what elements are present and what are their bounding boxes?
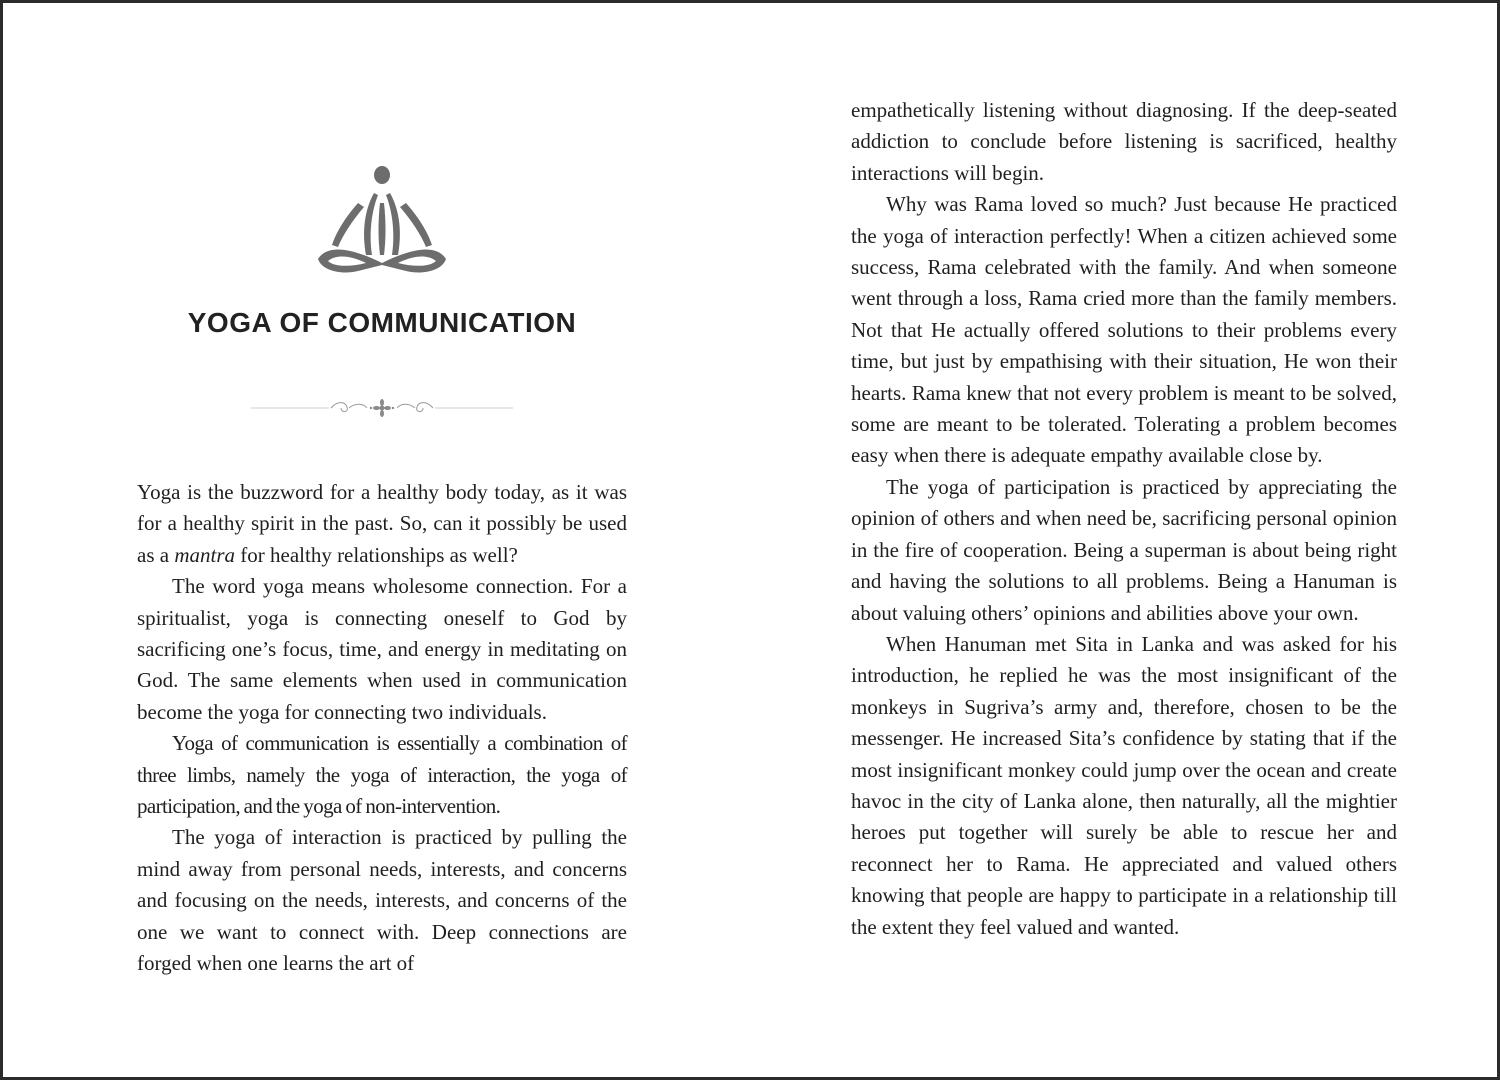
text-run: Yoga is the buzzword for a healthy body today, as it was for a healthy spirit in the past. So, can it possibly be used as a bbox=[137, 480, 627, 567]
paragraph: empathetically listening without diagnosing. If the deep-seated addiction to conclude before listening is sacrificed, healthy interactions will begin. bbox=[851, 98, 1397, 185]
meditating-figure-icon bbox=[314, 163, 450, 283]
right-page-text bbox=[851, 95, 1397, 943]
paragraph: The yoga of interaction is practiced by pulling the mind away from personal needs, interests, and concerns and focusing on the needs, interests, and concerns of the one we want to connect with. Deep connections are forged when one learns the art of bbox=[137, 825, 627, 976]
paragraph: The word yoga means wholesome connection. For a spiritualist, yoga is connecting oneself to God by sacrificing one’s focus, time, and energy in meditating on God. The same elements when used in communication become the yoga for connecting two individuals. bbox=[137, 574, 627, 724]
paragraph: When Hanuman met Sita in Lanka and was asked for his introduction, he replied he was the most insignificant of the monkeys in Sugriva’s army and, therefore, chosen to be the messenger. He increased Sita’s confidence by stating that if the most insignificant monkey could jump over the ocean and create havoc in the city of Lanka alone, then naturally, all the mightier heroes put together will surely be able to rescue her and reconnect her to Rama. He appreciated and valued others knowing that people are happy to participate in a relationship till the extent they feel valued and wanted. bbox=[851, 631, 1397, 939]
paragraph: The yoga of participation is practiced by appreciating the opinion of others and when need be, sacrificing personal opinion in the fire of cooperation. Being a superman is about being right and having the solutions to all problems. Being a Hanuman is about valuing others’ opinions and abilities above your own. bbox=[851, 474, 1397, 625]
paragraph: Why was Rama loved so much? Just because He practiced the yoga of interaction perfectly! When a citizen achieved some success, Rama celebrated with the family. And when someone went through a loss, Rama cried more than the family members. Not that He actually offered solutions to their problems every time, but just by empathising with their situation, He won their hearts. Rama knew that not every problem is meant to be solved, some are meant to be tolerated. Tolerating a problem becomes easy when there is adequate empathy available close by. bbox=[851, 192, 1397, 468]
paragraph bbox=[137, 477, 627, 571]
floral-divider-icon bbox=[251, 397, 513, 419]
paragraph: Yoga of communication is essentially a combination of three limbs, namely the yoga of interaction, the yoga of participation, and the yoga of non-intervention. bbox=[137, 731, 627, 819]
text-run: for healthy relationships as well? bbox=[235, 542, 518, 567]
chapter-title: YOGA OF COMMUNICATION bbox=[187, 307, 577, 338]
italic-term: mantra bbox=[174, 542, 236, 567]
left-page-text bbox=[137, 477, 627, 980]
